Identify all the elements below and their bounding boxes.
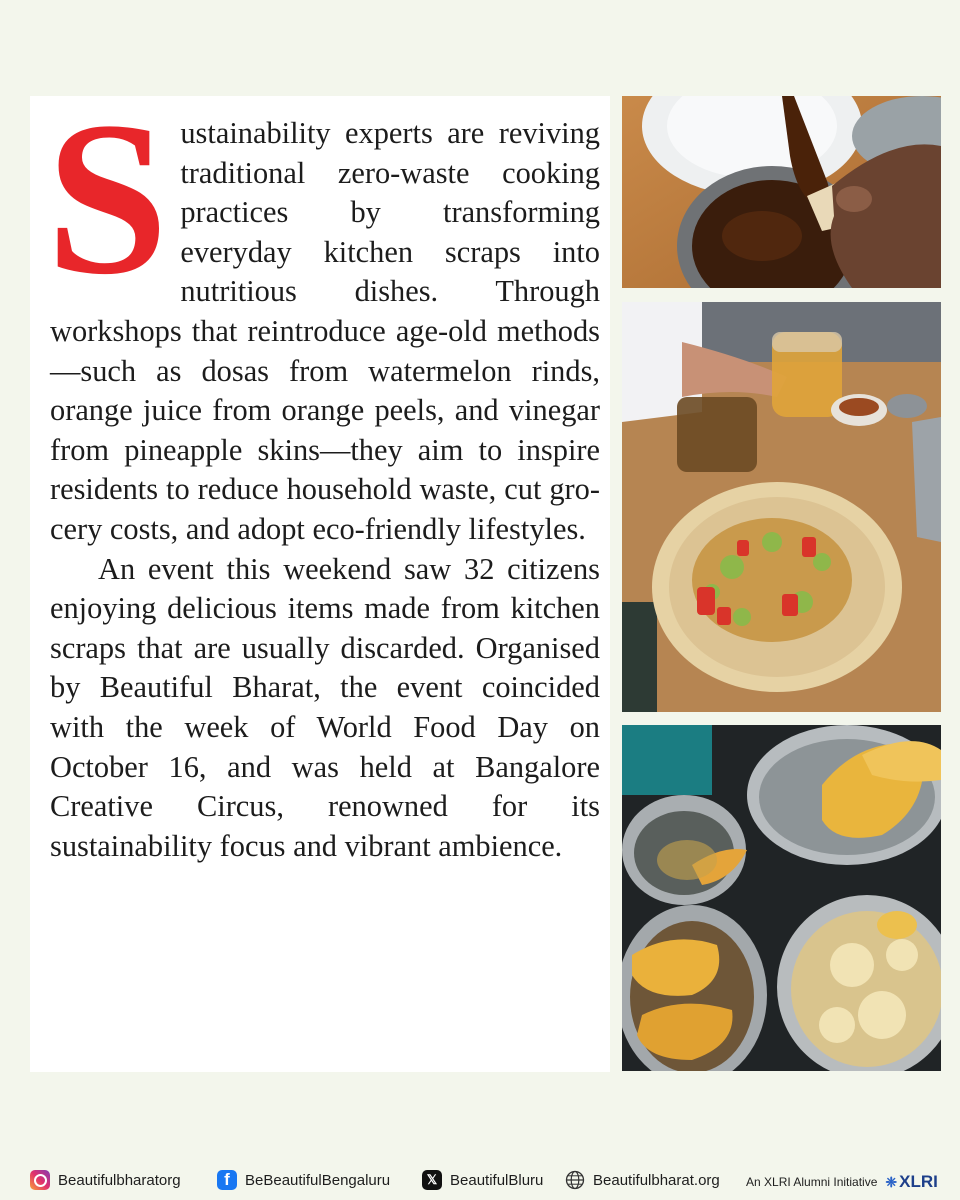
facebook-icon: f — [217, 1170, 237, 1190]
website-url: Beautifulbharat.org — [593, 1171, 720, 1189]
initiative-text: An XLRI Alumni Initiative — [746, 1175, 878, 1189]
instagram-link[interactable] — [30, 1170, 181, 1190]
article-paragraph-1 — [46, 76, 600, 550]
xlri-logo — [885, 1172, 937, 1192]
globe-icon — [565, 1170, 585, 1190]
instagram-handle: Beautifulbharatorg — [58, 1171, 181, 1189]
facebook-link[interactable] — [217, 1170, 390, 1190]
photo-chickpea-salad — [622, 302, 941, 712]
drop-cap: S — [46, 76, 169, 320]
website-link[interactable] — [565, 1170, 720, 1190]
xlri-mark-icon: ❈ — [885, 1173, 898, 1190]
photo-chutney-jar — [622, 96, 941, 288]
x-link[interactable] — [422, 1170, 543, 1190]
instagram-icon — [30, 1170, 50, 1190]
photo-orange-peels — [622, 725, 941, 1071]
paragraph-1-text: ustainability experts are reviving traditional zero-waste cooking practices by transforming everyday kitchen scraps into nutritious dishes. Through workshops that reintroduce age-old methods—such as dosas from watermelon rinds, orange juice from orange peels, and vinegar from pineapple skins—they aim to inspire residents to reduce household waste, cut grocery costs, and adopt eco-friendly lifestyles. — [50, 116, 600, 546]
x-icon: 𝕏 — [422, 1170, 442, 1190]
footer-bar — [0, 1160, 960, 1200]
article-panel — [30, 76, 610, 1072]
facebook-handle: BeBeautifulBengaluru — [245, 1171, 391, 1189]
article-paragraph-2: An event this weekend saw 32 citizens enjoying delicious items made from kitchen scraps that are usually discarded. Organised by Beautiful Bharat, the event coincided with the week of World Food Day on October 16, and was held at Bangalore Creative Circus, renowned for its sustainability focus and vibrant ambience. — [50, 551, 600, 863]
xlri-logo-text: XLRI — [899, 1172, 938, 1191]
x-handle: BeautifulBluru — [450, 1171, 544, 1189]
xlri-initiative — [746, 1172, 938, 1192]
